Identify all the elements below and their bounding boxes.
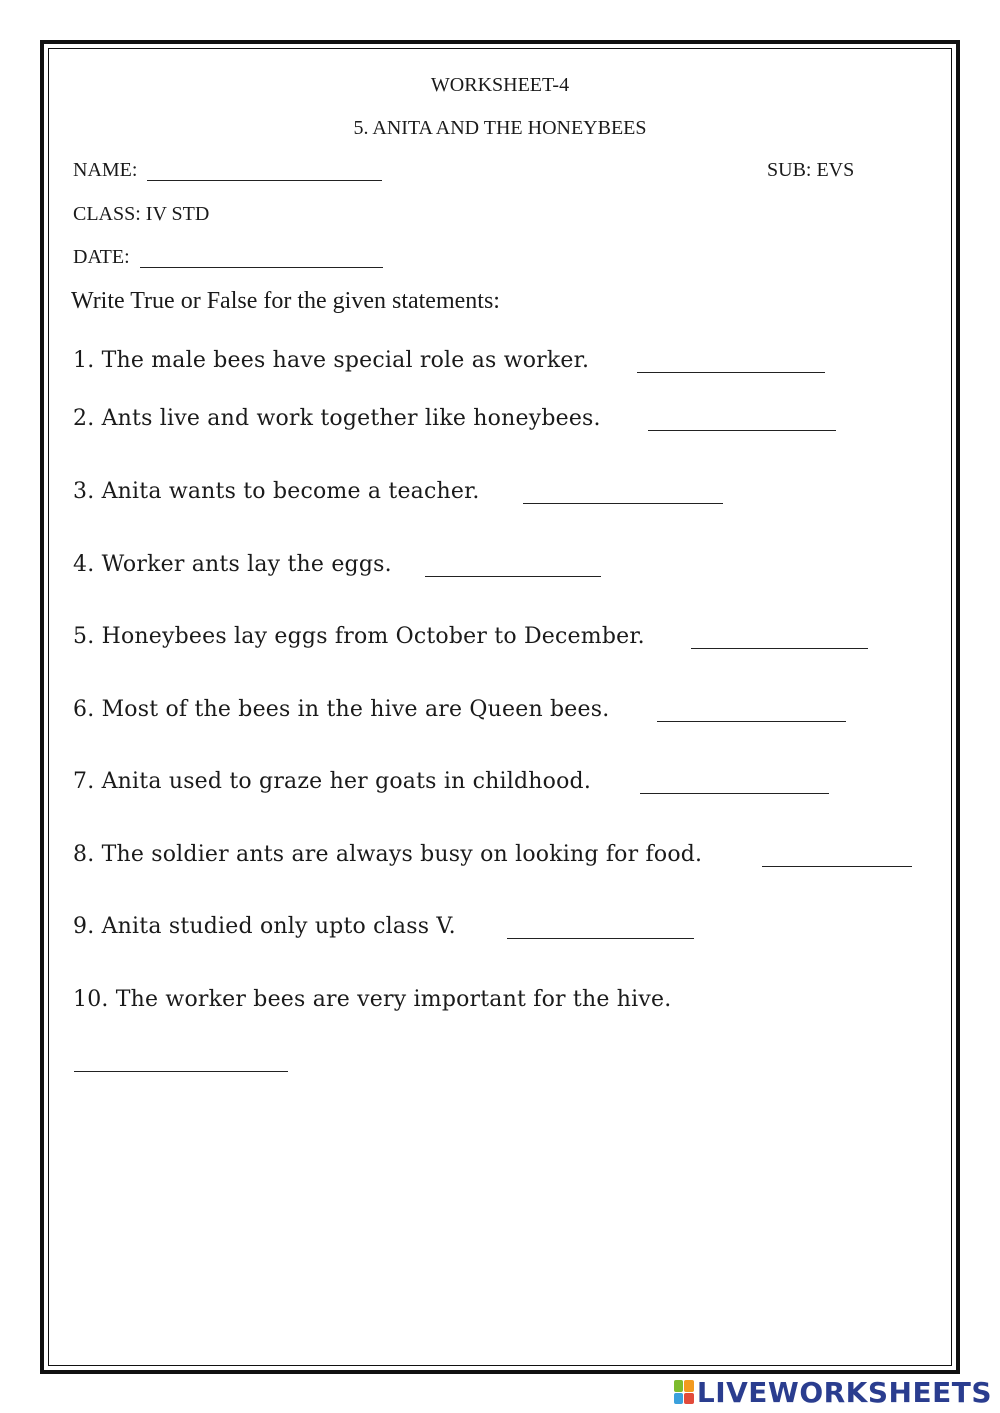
liveworksheets-brand: LIVEWORKSHEETS xyxy=(696,1375,992,1409)
answer-line-9[interactable] xyxy=(507,938,694,939)
name-label: NAME: xyxy=(73,159,138,181)
date-answer-line[interactable] xyxy=(140,267,383,268)
question-4: 4. Worker ants lay the eggs. xyxy=(73,552,392,577)
subject-label: SUB: EVS xyxy=(767,159,855,181)
name-answer-line[interactable] xyxy=(147,180,382,181)
answer-line-4[interactable] xyxy=(425,576,601,577)
answer-line-1[interactable] xyxy=(637,372,825,373)
question-2: 2. Ants live and work together like honeybees. xyxy=(73,406,601,431)
question-3: 3. Anita wants to become a teacher. xyxy=(73,479,480,504)
answer-line-10[interactable] xyxy=(74,1071,288,1072)
answer-line-2[interactable] xyxy=(648,430,836,431)
answer-line-8[interactable] xyxy=(762,866,912,867)
question-1: 1. The male bees have special role as worker. xyxy=(73,348,590,373)
answer-line-3[interactable] xyxy=(523,503,723,504)
liveworksheets-icon xyxy=(674,1380,694,1404)
answer-line-7[interactable] xyxy=(640,793,829,794)
worksheet-title: WORKSHEET-4 xyxy=(430,74,570,96)
date-label: DATE: xyxy=(73,246,130,268)
chapter-title: 5. ANITA AND THE HONEYBEES xyxy=(353,117,647,139)
question-8: 8. The soldier ants are always busy on looking for food. xyxy=(73,842,703,867)
instructions: Write True or False for the given statements: xyxy=(71,288,500,314)
class-label: CLASS: IV STD xyxy=(73,203,210,225)
answer-line-5[interactable] xyxy=(691,648,868,649)
question-7: 7. Anita used to graze her goats in childhood. xyxy=(73,769,592,794)
answer-line-6[interactable] xyxy=(657,721,846,722)
question-6: 6. Most of the bees in the hive are Queen bees. xyxy=(73,697,610,722)
question-10: 10. The worker bees are very important for the hive. xyxy=(73,987,672,1012)
question-9: 9. Anita studied only upto class V. xyxy=(73,914,456,939)
question-5: 5. Honeybees lay eggs from October to December. xyxy=(73,624,645,649)
liveworksheets-logo xyxy=(674,1372,992,1412)
